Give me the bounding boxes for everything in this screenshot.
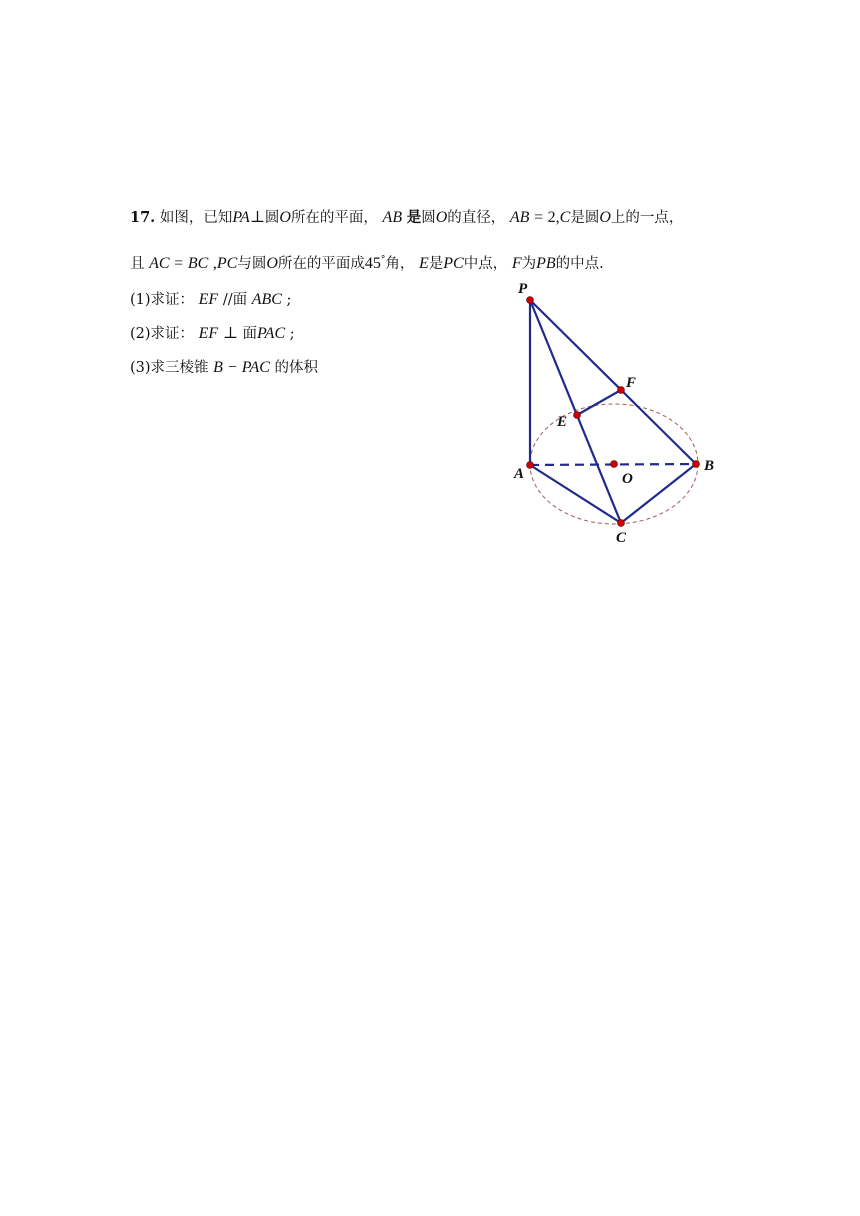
- point-A: [527, 462, 534, 469]
- degree-symbol: °: [380, 255, 386, 266]
- math-AB: AB: [382, 209, 403, 226]
- math-PC: PC: [443, 255, 464, 272]
- math-O: O: [266, 255, 278, 272]
- math-ABC: ABC: [251, 291, 282, 308]
- question-1: [130, 288, 291, 309]
- geometry-figure: [500, 276, 730, 546]
- math-AB: AB: [509, 209, 530, 226]
- math-PA: PA: [232, 209, 250, 226]
- text: 且: [130, 256, 145, 272]
- math-PC: PC: [216, 255, 238, 272]
- label-C: C: [616, 530, 627, 546]
- point-F: [618, 387, 625, 394]
- point-P: [527, 297, 534, 304]
- math-C: C: [559, 209, 571, 226]
- point-B: [693, 461, 700, 468]
- comma: ,: [555, 209, 560, 226]
- text: 角，: [385, 256, 415, 272]
- text: 中点，: [463, 256, 508, 272]
- math-O: O: [435, 209, 448, 226]
- math-O: O: [599, 209, 611, 226]
- equals: =: [534, 209, 544, 226]
- text: 所在的平面成: [277, 256, 365, 272]
- math-PB: PB: [536, 255, 556, 272]
- edge-EF: [577, 390, 621, 415]
- problem-number: 17.: [130, 209, 156, 226]
- label-P: P: [518, 281, 528, 297]
- math-EF: EF: [198, 291, 219, 308]
- text-is: 是: [406, 209, 422, 226]
- semicolon: ;: [286, 292, 292, 308]
- text: 所在的平面，: [290, 210, 378, 226]
- text: 的体积: [274, 360, 318, 376]
- math-BC: BC: [187, 255, 209, 272]
- text: 的直径，: [447, 210, 506, 226]
- semicolon: ;: [289, 326, 295, 342]
- question-label: (3)求三棱锥: [130, 360, 209, 376]
- math-F: F: [511, 255, 522, 272]
- label-E: E: [557, 414, 568, 430]
- label-O: O: [622, 471, 633, 487]
- point-C: [618, 520, 625, 527]
- comma: ,: [212, 255, 217, 272]
- value-2: 2: [547, 209, 556, 226]
- math-PAC: PAC: [256, 325, 286, 342]
- text: 上的一点，: [610, 210, 684, 226]
- math-O: O: [279, 209, 291, 226]
- text: 面: [242, 326, 257, 342]
- label-F: F: [626, 375, 637, 391]
- text: 与圆: [237, 256, 267, 272]
- point-E: [574, 412, 581, 419]
- edge-PC: [530, 300, 621, 523]
- label-B: B: [704, 458, 715, 474]
- edge-AC: [530, 465, 621, 523]
- problem-line-1: [130, 206, 683, 227]
- math-EF: EF: [198, 325, 219, 342]
- text: //面: [222, 292, 248, 308]
- angle-45: 45: [364, 255, 381, 272]
- perp-symbol: ⊥: [222, 325, 238, 342]
- math-B-PAC: B − PAC: [213, 359, 270, 376]
- text: 如图，已知: [159, 210, 233, 226]
- question-3: [130, 356, 318, 377]
- text: 为: [521, 256, 537, 272]
- question-label: (2)求证：: [130, 326, 195, 342]
- text: 圆: [421, 210, 436, 226]
- problem-line-2: [130, 252, 604, 273]
- question-2: [130, 322, 295, 343]
- text: 圆: [264, 210, 280, 226]
- point-O: [611, 461, 618, 468]
- perp-symbol: ⊥: [249, 209, 265, 226]
- equals: =: [174, 255, 184, 272]
- math-E: E: [419, 255, 429, 272]
- text: 是: [428, 256, 444, 272]
- question-label: (1)求证：: [130, 292, 195, 308]
- text: 是圆: [570, 210, 600, 226]
- math-AC: AC: [149, 255, 170, 272]
- edge-PB: [530, 300, 696, 464]
- label-A: A: [514, 466, 525, 482]
- text: 的中点.: [555, 256, 604, 272]
